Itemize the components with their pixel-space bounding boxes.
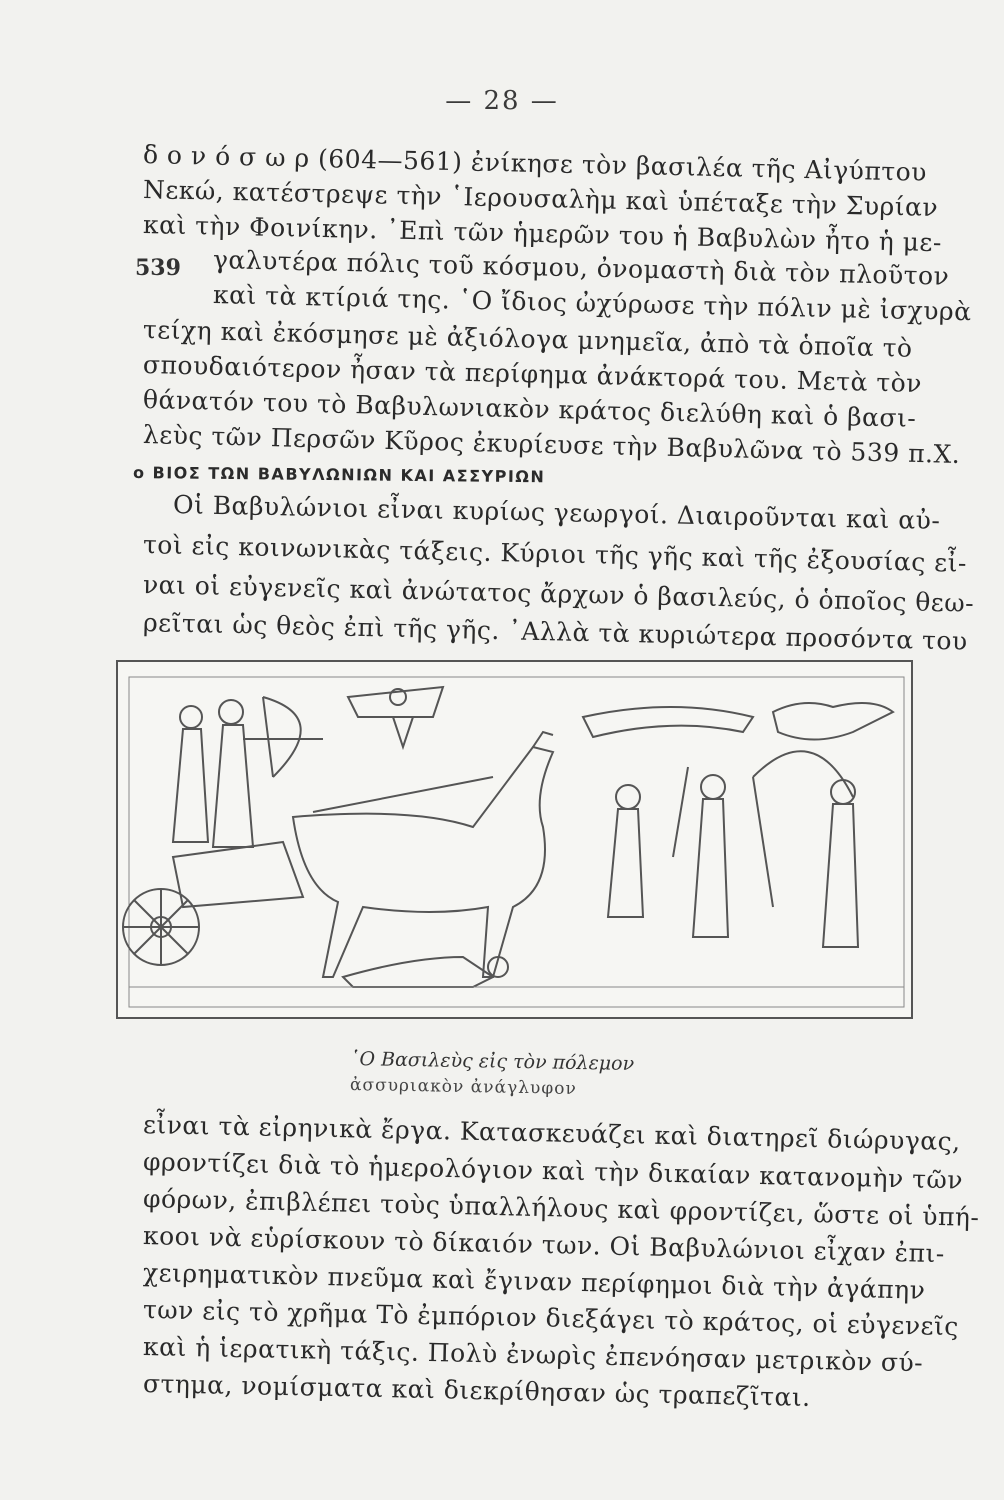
paragraph-line: θάνατόν του τὸ Βαβυλωνιακὸν κράτος διελύθη καὶ ὁ βασι- xyxy=(142,385,917,433)
paragraph-line: σπουδαιότερον ἦσαν τὰ περίφημα ἀνάκτορά του. Μετὰ τὸν xyxy=(142,350,923,399)
paragraph-line: καὶ ἡ ἱερατικὴ τάξις. Πολὺ ἐνωρὶς ἐπενόησαν μετρικὸν σύ- xyxy=(142,1332,924,1378)
section-bullet: ο xyxy=(132,463,146,483)
paragraph-line: καὶ τὴν Φοινίκην. ᾿Επὶ τῶν ἡμερῶν του ἡ Βαβυλὼν ἦτο ἡ με- xyxy=(142,210,943,258)
paragraph-line: δ ο ν ό σ ω ρ (604—561) ἐνίκησε τὸν βασιλέα τῆς Αἰγύπτου xyxy=(142,140,928,187)
paragraph-line: Οἱ Βαβυλώνιοι εἶναι κυρίως γεωργοί. Διαιροῦνται καὶ αὐ- xyxy=(172,490,941,536)
paragraph-line: χειρηματικὸν πνεῦμα καὶ ἔγιναν περίφημοι διὰ τὴν ἀγάπην xyxy=(142,1258,926,1305)
paragraph-line: κοοι νὰ εὑρίσκουν τὸ δίκαιόν των. Οἱ Βαβυλώνιοι εἶχαν ἐπι- xyxy=(142,1221,946,1269)
section-heading xyxy=(133,463,546,486)
paragraph-line: φροντίζει διὰ τὸ ἡμερολόγιον καὶ τὴν δικαίαν κατανομὴν τῶν xyxy=(142,1147,964,1195)
relief-illustration xyxy=(113,657,916,1022)
paragraph-line: τείχη καὶ ἐκόσμησε μὲ ἀξιόλογα μνημεῖα, ἀπὸ τὰ ὁποῖα τὸ xyxy=(142,315,913,363)
paragraph-line: ναι οἱ εὐγενεῖς καὶ ἀνώτατος ἄρχων ὁ βασιλεύς, ὁ ὁποῖος θεω- xyxy=(142,570,975,618)
paragraph-line: γαλυτέρα πόλις τοῦ κόσμου, ὀνομαστὴ διὰ τὸν πλοῦτον xyxy=(212,245,950,291)
paragraph-line: εἶναι τὰ εἰρηνικὰ ἔργα. Κατασκευάζει καὶ διατηρεῖ διώρυγας, xyxy=(142,1110,961,1157)
section-heading-text: ΒΙΟΣ ΤΩΝ ΒΑΒΥΛΩΝΙΩΝ ΚΑΙ ΑΣΣΥΡΙΩΝ xyxy=(152,463,546,487)
figure-frame xyxy=(117,661,912,1018)
paragraph-line: Νεκώ, κατέστρεψε τὴν ῾Ιερουσαλὴμ καὶ ὑπέταξε τὴν Συρίαν xyxy=(142,175,939,223)
assyrian-relief-figure xyxy=(113,657,916,1022)
paragraph-line: στημα, νομίσματα καὶ διεκρίθησαν ὡς τραπεζῖται. xyxy=(142,1369,811,1412)
chariot-wheel-icon xyxy=(123,889,199,965)
paragraph-line: καὶ τὰ κτίριά της. ῾Ο ἴδιος ὠχύρωσε τὴν πόλιν μὲ ἰσχυρὰ xyxy=(212,280,972,327)
figure-caption-subtitle: ἀσσυριακὸν ἀνάγλυφον xyxy=(349,1075,577,1099)
paragraph-line: των εἰς τὸ χρῆμα Τὸ ἐμπόριον διεξάγει τὸ κράτος, οἱ εὐγενεῖς xyxy=(142,1295,960,1342)
paragraph-line: φόρων, ἐπιβλέπει τοὺς ὑπαλλήλους καὶ φροντίζει, ὥστε οἱ ὑπή- xyxy=(142,1184,980,1232)
paragraph-line: τοὶ εἰς κοινωνικὰς τάξεις. Κύριοι τῆς γῆς καὶ τῆς ἐξουσίας εἶ- xyxy=(142,530,968,578)
figure-caption-title: ῾Ο Βασιλεὺς εἰς τὸν πόλεμον xyxy=(349,1048,635,1075)
page-number: — 28 — xyxy=(445,86,559,116)
paragraph-line: λεὺς τῶν Περσῶν Κῦρος ἐκυρίευσε τὴν Βαβυλῶνα τὸ 539 π.Χ. xyxy=(142,420,961,469)
margin-note-year: 539 xyxy=(135,255,181,281)
paragraph-line: ρεῖται ὡς θεὸς ἐπὶ τῆς γῆς. ᾿Αλλὰ τὰ κυριώτερα προσόντα του xyxy=(142,608,969,656)
